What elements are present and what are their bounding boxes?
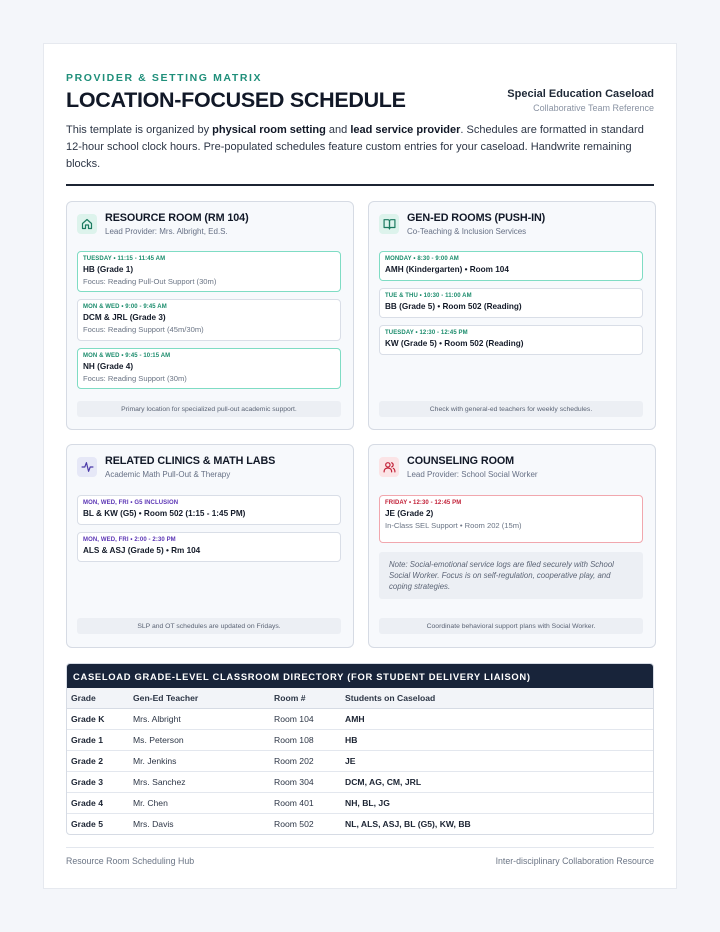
entry-student: KW (Grade 5) • Room 502 (Reading)	[385, 339, 524, 348]
eyebrow: PROVIDER & SETTING MATRIX	[66, 72, 263, 84]
entry-time: MON & WED • 9:45 - 10:15 AM	[83, 353, 171, 359]
page-footer	[66, 847, 654, 866]
open-book-icon	[379, 214, 399, 234]
entry-student: JE (Grade 2)	[385, 509, 434, 518]
grade-cell: Grade 1	[67, 729, 129, 750]
entry-time: TUE & THU • 10:30 - 11:00 AM	[385, 293, 472, 299]
card-footnote: Primary location for specialized pull-out academic support.	[77, 401, 341, 417]
footer-left: Resource Room Scheduling Hub	[66, 856, 195, 866]
related-clinics-card	[66, 444, 354, 648]
entry-time: TUESDAY • 11:15 - 11:45 AM	[83, 256, 166, 262]
entry-time: MON & WED • 9:00 - 9:45 AM	[83, 304, 167, 310]
entry-focus: In-Class SEL Support • Room 202 (15m)	[385, 521, 522, 530]
classroom-directory	[66, 663, 654, 835]
table-row	[67, 750, 653, 771]
sel-note: Note: Social-emotional service logs are filed securely with School Social Worker. Focus is on self-regulation, cooperative play, and coping strategies.	[379, 552, 643, 599]
schedule-entry[interactable]	[379, 251, 643, 281]
teacher-cell: Mrs. Sanchez	[129, 771, 270, 792]
card-footnote: Coordinate behavioral support plans with Social Worker.	[379, 618, 643, 634]
intro-emphasis: lead service provider	[350, 124, 461, 136]
intro-paragraph	[66, 122, 654, 173]
entry-student: ALS & ASJ (Grade 5) • Rm 104	[83, 546, 201, 555]
entry-time: FRIDAY • 12:30 - 12:45 PM	[385, 500, 462, 506]
grade-cell: Grade 3	[67, 771, 129, 792]
table-row	[67, 708, 653, 729]
entry-time: MON, WED, FRI • 2:00 - 2:30 PM	[83, 537, 176, 543]
entry-time: MONDAY • 8:30 - 9:00 AM	[385, 256, 459, 262]
teacher-cell: Ms. Peterson	[129, 729, 270, 750]
room-cell: Room 401	[270, 792, 341, 813]
students-cell: JE	[341, 750, 653, 771]
schedule-entry[interactable]	[77, 299, 341, 341]
card-subtitle: Co-Teaching & Inclusion Services	[407, 227, 527, 236]
table-row	[67, 813, 653, 834]
students-cell: NH, BL, JG	[341, 792, 653, 813]
directory-title: CASELOAD GRADE-LEVEL CLASSROOM DIRECTORY (FOR STUDENT DELIVERY LIAISON)	[67, 664, 653, 688]
card-subtitle: Lead Provider: Mrs. Albright, Ed.S.	[105, 227, 228, 236]
page-title: LOCATION-FOCUSED SCHEDULE	[66, 88, 406, 112]
users-icon	[379, 457, 399, 477]
caseload-title: Special Education Caseload	[507, 88, 654, 100]
schedule-entry[interactable]	[379, 495, 643, 543]
students-cell: DCM, AG, CM, JRL	[341, 771, 653, 792]
card-subtitle: Lead Provider: School Social Worker	[407, 470, 538, 479]
card-footnote: SLP and OT schedules are updated on Fridays.	[77, 618, 341, 634]
pulse-icon	[77, 457, 97, 477]
schedule-entry[interactable]	[77, 495, 341, 525]
card-title: COUNSELING ROOM	[407, 455, 515, 467]
entry-student: BB (Grade 5) • Room 502 (Reading)	[385, 302, 522, 311]
caseload-header	[507, 88, 654, 113]
room-cell: Room 108	[270, 729, 341, 750]
grade-cell: Grade 4	[67, 792, 129, 813]
table-row	[67, 729, 653, 750]
home-icon	[77, 214, 97, 234]
card-title: RESOURCE ROOM (RM 104)	[105, 212, 249, 224]
intro-text: . Schedules are formatted in standard 12-hour school clock hours. Pre-populated schedules feature custom entries for your caseload. Handwrite remaining blocks.	[66, 124, 644, 170]
schedule-entry[interactable]	[379, 288, 643, 318]
teacher-cell: Mr. Chen	[129, 792, 270, 813]
schedule-entry[interactable]	[77, 532, 341, 562]
entry-focus: Focus: Reading Support (30m)	[83, 374, 187, 383]
directory-table	[67, 688, 653, 834]
schedule-entry[interactable]	[77, 348, 341, 389]
header-divider	[66, 184, 654, 186]
card-title: GEN-ED ROOMS (PUSH-IN)	[407, 212, 546, 224]
teacher-cell: Mr. Jenkins	[129, 750, 270, 771]
entry-student: BL & KW (G5) • Room 502 (1:15 - 1:45 PM)	[83, 509, 246, 518]
card-subtitle: Academic Math Pull-Out & Therapy	[105, 470, 231, 479]
column-header: Gen-Ed Teacher	[129, 688, 270, 708]
caseload-subtitle: Collaborative Team Reference	[533, 103, 654, 113]
schedule-entry[interactable]	[77, 251, 341, 292]
counseling-room-card	[368, 444, 656, 648]
room-cell: Room 502	[274, 818, 314, 829]
column-header: Grade	[67, 688, 129, 708]
students-cell: NL, ALS, ASJ, BL (G5), KW, BB	[345, 818, 471, 829]
entry-time: MON, WED, FRI • G5 INCLUSION	[83, 500, 179, 506]
students-cell: AMH	[341, 708, 653, 729]
students-cell: HB	[341, 729, 653, 750]
entry-focus: Focus: Reading Support (45m/30m)	[83, 325, 204, 334]
grade-cell: Grade 5	[71, 818, 104, 829]
teacher-cell: Mrs. Albright	[129, 708, 270, 729]
footer-right: Inter-disciplinary Collaboration Resource	[495, 856, 654, 866]
table-header-row	[67, 688, 653, 708]
teacher-cell: Mrs. Davis	[133, 818, 174, 829]
grade-cell: Grade K	[67, 708, 129, 729]
resource-room-card	[66, 201, 354, 430]
room-cell: Room 104	[270, 708, 341, 729]
room-cell: Room 304	[270, 771, 341, 792]
grade-cell: Grade 2	[67, 750, 129, 771]
table-row	[67, 771, 653, 792]
entry-student: HB (Grade 1)	[83, 265, 134, 274]
gen-ed-rooms-card	[368, 201, 656, 430]
intro-text: This template is organized by	[66, 124, 213, 136]
entry-student: AMH (Kindergarten) • Room 104	[385, 265, 509, 274]
entry-student: NH (Grade 4)	[83, 362, 134, 371]
entry-time: TUESDAY • 12:30 - 12:45 PM	[385, 330, 468, 336]
intro-emphasis: physical room setting	[212, 124, 326, 136]
column-header: Students on Caseload	[341, 688, 653, 708]
entry-focus: Focus: Reading Pull-Out Support (30m)	[83, 277, 217, 286]
card-title: RELATED CLINICS & MATH LABS	[105, 455, 276, 467]
column-header: Room #	[270, 688, 341, 708]
card-footnote: Check with general-ed teachers for weekly schedules.	[379, 401, 643, 417]
entry-student: DCM & JRL (Grade 3)	[83, 313, 166, 322]
intro-text: and	[325, 124, 351, 136]
document-page	[43, 43, 677, 889]
table-row	[67, 792, 653, 813]
room-cell: Room 202	[270, 750, 341, 771]
schedule-entry[interactable]	[379, 325, 643, 355]
